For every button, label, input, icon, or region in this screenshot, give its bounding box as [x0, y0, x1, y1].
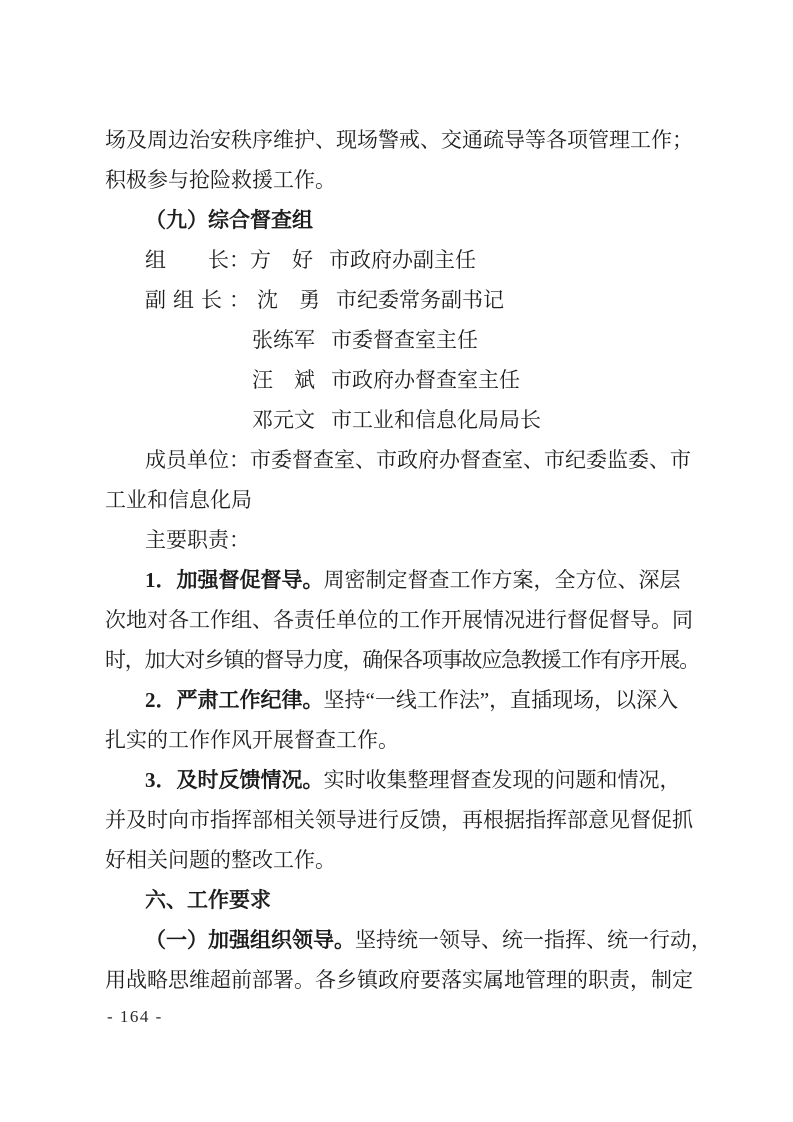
duty-1-line-3: 时，加大对乡镇的督导力度，确保各项事故应急教援工作有序开展。	[105, 648, 699, 672]
member-units-text: 市委督查室、市政府办督查室、市纪委监委、市	[250, 448, 691, 472]
page-number: - 164 -	[107, 1007, 163, 1026]
subsection-one-lead: （一）加强组织领导。	[145, 928, 355, 952]
member-units-line-2: 工业和信息化局	[105, 488, 252, 512]
duty-3-line-1	[105, 760, 705, 800]
duty-1-line-2: 次地对各工作组、各责任单位的工作开展情况进行督促督导。同	[105, 608, 693, 632]
roster-row-leader	[105, 240, 705, 280]
roster-row	[105, 400, 705, 440]
duty-3-line-2: 并及时向市指挥部相关领导进行反馈，再根据指挥部意见督促抓	[105, 808, 693, 832]
section-nine-heading: （九）综合督查组	[145, 208, 313, 232]
duty-3-text: 实时收集整理督查发现的问题和情况，	[323, 768, 681, 792]
person-name: 方 好	[250, 248, 313, 272]
role-label: 副组长：	[145, 288, 257, 312]
role-label: 组 长：	[145, 248, 250, 272]
duty-1-text: 周密制定督查工作方案，全方位、深层	[323, 568, 681, 592]
roster-row-deputy	[105, 280, 705, 320]
duty-2-line-1	[105, 680, 705, 720]
duty-3-line-3: 好相关问题的整改工作。	[105, 848, 336, 872]
subsection-one-line-2: 用战略思维超前部署。各乡镇政府要落实属地管理的职责，制定	[105, 968, 693, 992]
body-text	[105, 120, 712, 1000]
duty-3-lead: 3．及时反馈情况。	[145, 768, 324, 792]
person-name: 张练军	[252, 328, 315, 352]
person-name: 沈 勇	[257, 288, 320, 312]
duty-1-line-1	[105, 560, 705, 600]
duty-2-line-2: 扎实的工作作风开展督查工作。	[105, 728, 399, 752]
person-name: 汪 斌	[252, 368, 315, 392]
subsection-one-line-1	[105, 920, 712, 960]
member-units-label: 成员单位：	[145, 448, 250, 472]
person-title: 市政府办督查室主任	[331, 368, 520, 392]
roster-row	[105, 360, 705, 400]
person-title: 市纪委常务副书记	[336, 288, 504, 312]
duty-1-lead: 1．加强督促督导。	[145, 568, 324, 592]
member-units-line-1	[105, 440, 705, 480]
subsection-one-text: 坚持统一领导、统一指挥、统一行动，	[355, 928, 712, 952]
duty-2-lead: 2．严肃工作纪律。	[145, 688, 324, 712]
person-title: 市政府办副主任	[329, 248, 476, 272]
carryover-line-2: 积极参与抢险救援工作。	[105, 168, 336, 192]
carryover-line-1: 场及周边治安秩序维护、现场警戒、交通疏导等各项管理工作；	[105, 128, 693, 152]
section-six-heading: 六、工作要求	[145, 888, 271, 912]
person-name: 邓元文	[252, 408, 315, 432]
person-title: 市委督查室主任	[331, 328, 478, 352]
duties-heading: 主要职责：	[145, 528, 250, 552]
person-title: 市工业和信息化局局长	[331, 408, 541, 432]
roster-row	[105, 320, 705, 360]
duty-2-text: 坚持“一线工作法”，直插现场，以深入	[323, 688, 679, 712]
